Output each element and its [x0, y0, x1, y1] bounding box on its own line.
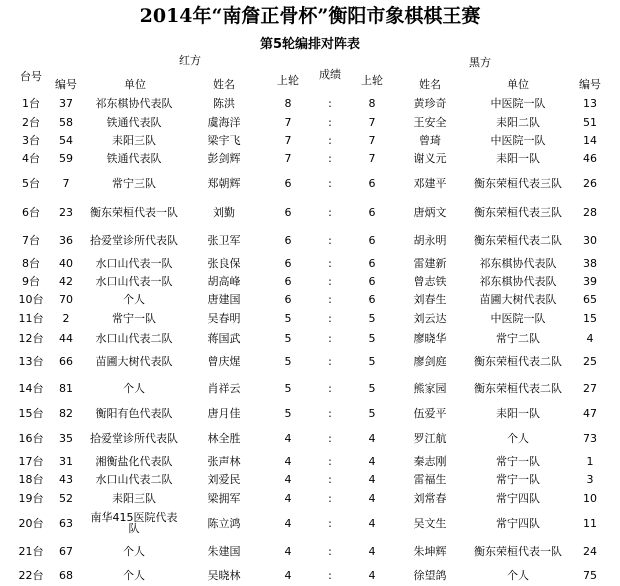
page-title: 2014年“南詹正骨杯”衡阳市象棋棋王赛 [139, 5, 481, 27]
red-unit-cell: 苗圃大树代表队 [95, 355, 173, 368]
red-unit-cell: 常宁一队 [112, 312, 156, 325]
black-number-cell: 27 [583, 382, 597, 395]
header-black-number: 编号 [579, 78, 601, 91]
red-prev-round-cell: 4 [284, 568, 292, 582]
red-name-cell: 虞海洋 [207, 115, 241, 129]
black-unit-cell: 常宁二队 [496, 332, 540, 345]
score-separator-cell: : [328, 205, 332, 219]
red-unit-cell: 铁通代表队 [106, 151, 162, 165]
black-prev-round-cell: 4 [368, 516, 376, 530]
table-row [0, 348, 620, 375]
black-number-cell: 4 [586, 332, 594, 345]
score-separator-cell: : [328, 115, 332, 129]
score-separator-cell: : [328, 491, 332, 505]
black-prev-round-cell: 7 [368, 133, 376, 147]
score-separator-cell: : [328, 431, 332, 445]
table-number-cell: 8台 [22, 256, 40, 270]
score-separator-cell: : [328, 274, 332, 288]
red-number-cell: 67 [59, 544, 73, 558]
red-prev-round-cell: 6 [284, 292, 292, 306]
black-unit-cell: 个人 [507, 568, 529, 582]
black-unit-cell: 苗圃大树代表队 [479, 292, 557, 306]
red-unit-cell: 铁通代表队 [106, 115, 162, 129]
black-prev-round-cell: 4 [368, 568, 376, 582]
black-unit-cell: 中医院一队 [490, 96, 546, 110]
red-number-cell: 63 [59, 516, 73, 530]
black-name-cell: 徐望鸽 [413, 568, 447, 582]
score-separator-cell: : [328, 544, 332, 558]
black-prev-round-cell: 5 [368, 312, 376, 325]
red-number-cell: 2 [62, 312, 70, 325]
black-number-cell: 47 [583, 406, 597, 420]
black-name-cell: 胡永明 [413, 233, 447, 247]
black-number-cell: 65 [583, 292, 597, 306]
red-name-cell: 张卫军 [207, 233, 241, 247]
black-unit-cell: 中医院一队 [490, 312, 546, 325]
table-number-cell: 5台 [22, 176, 40, 190]
black-name-cell: 雷建新 [413, 256, 447, 270]
black-number-cell: 1 [586, 454, 594, 468]
table-row [0, 425, 620, 451]
black-name-cell: 曾志铁 [413, 274, 447, 288]
black-number-cell: 10 [583, 491, 597, 505]
red-number-cell: 40 [59, 256, 73, 270]
red-name-cell: 胡高峰 [207, 274, 241, 288]
table-row [0, 290, 620, 308]
black-number-cell: 73 [583, 431, 597, 445]
table-number-cell: 19台 [18, 491, 44, 505]
black-prev-round-cell: 6 [368, 292, 376, 306]
table-row [0, 309, 620, 328]
red-unit-cell: 个人 [123, 292, 145, 306]
black-name-cell: 刘常春 [413, 491, 447, 505]
red-name-cell: 吴晓林 [207, 568, 241, 582]
red-number-cell: 66 [59, 355, 73, 368]
table-row [0, 254, 620, 272]
black-prev-round-cell: 5 [368, 355, 376, 368]
red-unit-cell: 个人 [123, 568, 145, 582]
table-row [0, 508, 620, 538]
header-score: 成绩 [319, 68, 341, 81]
black-prev-round-cell: 6 [368, 176, 376, 190]
table-number-cell: 10台 [18, 292, 44, 306]
red-number-cell: 31 [59, 454, 73, 468]
black-number-cell: 11 [583, 516, 597, 530]
black-prev-round-cell: 7 [368, 115, 376, 129]
black-unit-cell: 耒阳一队 [496, 151, 540, 165]
table-number-cell: 3台 [22, 133, 40, 147]
black-name-cell: 朱坤辉 [413, 544, 447, 558]
black-unit-cell: 祁东棋协代表队 [479, 256, 557, 270]
black-name-cell: 秦志刚 [413, 454, 447, 468]
red-unit-cell: 水口山代表二队 [95, 472, 173, 486]
red-name-cell: 张声林 [207, 454, 241, 468]
table-number-cell: 6台 [22, 205, 40, 219]
black-name-cell: 伍爱平 [413, 406, 447, 420]
black-unit-cell: 中医院一队 [490, 133, 546, 147]
black-number-cell: 39 [583, 274, 597, 288]
header-red-number: 编号 [55, 78, 77, 91]
red-name-cell: 蒋国武 [207, 332, 241, 345]
red-prev-round-cell: 7 [284, 115, 292, 129]
score-separator-cell: : [328, 96, 332, 110]
score-separator-cell: : [328, 454, 332, 468]
header-black-name: 姓名 [419, 78, 441, 91]
red-name-cell: 梁宇飞 [207, 133, 241, 147]
black-name-cell: 邓建平 [413, 176, 447, 190]
red-prev-round-cell: 7 [284, 133, 292, 147]
red-unit-cell: 耒阳三队 [112, 491, 156, 505]
black-unit-cell: 耒阳一队 [496, 406, 540, 420]
black-number-cell: 25 [583, 355, 597, 368]
black-number-cell: 51 [583, 115, 597, 129]
table-number-cell: 22台 [18, 568, 44, 582]
black-unit-cell: 祁东棋协代表队 [479, 274, 557, 288]
black-name-cell: 刘云达 [413, 312, 447, 325]
red-unit-cell: 南华415医院代表队 [90, 511, 178, 535]
black-name-cell: 雷福生 [413, 472, 447, 486]
black-unit-cell: 衡东荣桓代表三队 [474, 176, 562, 190]
red-name-cell: 郑朝辉 [207, 176, 241, 190]
red-prev-round-cell: 6 [284, 233, 292, 247]
red-name-cell: 梁拥军 [207, 491, 241, 505]
red-unit-cell: 拾爱堂诊所代表队 [90, 233, 178, 247]
black-prev-round-cell: 5 [368, 382, 376, 395]
table-number-cell: 9台 [22, 274, 40, 288]
red-number-cell: 81 [59, 382, 73, 395]
red-name-cell: 陈立鸿 [207, 516, 241, 530]
black-prev-round-cell: 4 [368, 454, 376, 468]
red-unit-cell: 衡阳有色代表队 [95, 406, 173, 420]
table-number-cell: 20台 [18, 516, 44, 530]
black-name-cell: 熊家园 [413, 382, 447, 395]
red-prev-round-cell: 5 [284, 382, 292, 395]
score-separator-cell: : [328, 332, 332, 345]
header-red-prev-round: 上轮 [277, 74, 299, 87]
table-row [0, 329, 620, 348]
table-row [0, 226, 620, 254]
red-number-cell: 70 [59, 292, 73, 306]
red-number-cell: 68 [59, 568, 73, 582]
red-prev-round-cell: 4 [284, 491, 292, 505]
score-separator-cell: : [328, 355, 332, 368]
red-unit-cell: 衡东荣桓代表一队 [90, 205, 178, 219]
red-prev-round-cell: 5 [284, 312, 292, 325]
black-name-cell: 谢义元 [413, 151, 447, 165]
red-name-cell: 陈洪 [213, 96, 235, 110]
black-unit-cell: 衡东荣桓代表二队 [474, 355, 562, 368]
black-name-cell: 黄珍奇 [413, 96, 447, 110]
black-number-cell: 24 [583, 544, 597, 558]
header-red-name: 姓名 [213, 78, 235, 91]
black-unit-cell: 衡东荣桓代表三队 [474, 205, 562, 219]
red-number-cell: 37 [59, 96, 73, 110]
black-prev-round-cell: 4 [368, 472, 376, 486]
red-number-cell: 52 [59, 491, 73, 505]
header-red-unit: 单位 [124, 78, 146, 91]
black-prev-round-cell: 6 [368, 256, 376, 270]
black-prev-round-cell: 4 [368, 431, 376, 445]
red-prev-round-cell: 5 [284, 332, 292, 345]
black-unit-cell: 耒阳二队 [496, 115, 540, 129]
black-unit-cell: 常宁一队 [496, 454, 540, 468]
black-unit-cell: 常宁四队 [496, 516, 540, 530]
score-separator-cell: : [328, 382, 332, 395]
score-separator-cell: : [328, 516, 332, 530]
red-number-cell: 43 [59, 472, 73, 486]
red-number-cell: 36 [59, 233, 73, 247]
table-row [0, 402, 620, 424]
header-black-unit: 单位 [507, 78, 529, 91]
red-unit-cell: 湘衡盐化代表队 [95, 454, 173, 468]
red-prev-round-cell: 6 [284, 256, 292, 270]
red-number-cell: 82 [59, 406, 73, 420]
black-prev-round-cell: 4 [368, 491, 376, 505]
red-prev-round-cell: 6 [284, 176, 292, 190]
score-separator-cell: : [328, 312, 332, 325]
page-subtitle: 第5轮编排对阵表 [259, 37, 361, 52]
black-prev-round-cell: 4 [368, 544, 376, 558]
black-number-cell: 30 [583, 233, 597, 247]
score-separator-cell: : [328, 568, 332, 582]
red-unit-cell: 个人 [123, 544, 145, 558]
table-row [0, 131, 620, 149]
red-unit-cell: 常宁三队 [112, 176, 156, 190]
score-separator-cell: : [328, 151, 332, 165]
table-number-cell: 7台 [22, 233, 40, 247]
black-prev-round-cell: 8 [368, 96, 376, 110]
score-separator-cell: : [328, 233, 332, 247]
black-name-cell: 王安全 [413, 115, 447, 129]
red-name-cell: 彭剑辉 [207, 151, 241, 165]
red-prev-round-cell: 6 [284, 205, 292, 219]
red-unit-cell: 水口山代表一队 [95, 256, 173, 270]
red-unit-cell: 水口山代表一队 [95, 274, 173, 288]
black-name-cell: 罗江航 [413, 431, 447, 445]
red-prev-round-cell: 7 [284, 151, 292, 165]
red-name-cell: 唐月佳 [207, 406, 241, 420]
header-table-number: 台号 [20, 70, 42, 83]
red-number-cell: 58 [59, 115, 73, 129]
red-prev-round-cell: 5 [284, 406, 292, 420]
table-number-cell: 16台 [18, 431, 44, 445]
red-prev-round-cell: 5 [284, 355, 292, 368]
red-unit-cell: 祁东棋协代表队 [95, 96, 173, 110]
table-number-cell: 1台 [22, 96, 40, 110]
red-name-cell: 林全胜 [207, 431, 241, 445]
black-prev-round-cell: 6 [368, 233, 376, 247]
red-prev-round-cell: 4 [284, 454, 292, 468]
table-number-cell: 13台 [18, 355, 44, 368]
table-number-cell: 15台 [18, 406, 44, 420]
red-unit-cell: 耒阳三队 [112, 133, 156, 147]
black-number-cell: 26 [583, 176, 597, 190]
red-name-cell: 吴春明 [207, 312, 241, 325]
red-number-cell: 35 [59, 431, 73, 445]
black-number-cell: 75 [583, 568, 597, 582]
red-prev-round-cell: 8 [284, 96, 292, 110]
table-row [0, 168, 620, 198]
black-prev-round-cell: 6 [368, 274, 376, 288]
table-row [0, 199, 620, 225]
table-row [0, 564, 620, 586]
score-separator-cell: : [328, 176, 332, 190]
table-number-cell: 2台 [22, 115, 40, 129]
red-unit-cell: 拾爱堂诊所代表队 [90, 431, 178, 445]
red-number-cell: 44 [59, 332, 73, 345]
table-row [0, 452, 620, 470]
table-row [0, 488, 620, 508]
black-number-cell: 38 [583, 256, 597, 270]
black-number-cell: 13 [583, 96, 597, 110]
table-number-cell: 11台 [18, 312, 44, 325]
black-name-cell: 唐炳文 [413, 205, 447, 219]
score-separator-cell: : [328, 472, 332, 486]
red-prev-round-cell: 4 [284, 544, 292, 558]
score-separator-cell: : [328, 292, 332, 306]
red-number-cell: 54 [59, 133, 73, 147]
table-number-cell: 4台 [22, 151, 40, 165]
red-name-cell: 朱建国 [207, 544, 241, 558]
header-black-prev-round: 上轮 [361, 74, 383, 87]
black-number-cell: 3 [586, 472, 594, 486]
red-prev-round-cell: 4 [284, 472, 292, 486]
table-row [0, 149, 620, 167]
black-unit-cell: 常宁四队 [496, 491, 540, 505]
table-number-cell: 14台 [18, 382, 44, 395]
red-name-cell: 刘爱民 [207, 472, 241, 486]
red-prev-round-cell: 6 [284, 274, 292, 288]
red-number-cell: 42 [59, 274, 73, 288]
black-number-cell: 15 [583, 312, 597, 325]
table-number-cell: 21台 [18, 544, 44, 558]
red-number-cell: 7 [62, 176, 70, 190]
red-number-cell: 59 [59, 151, 73, 165]
header-black-side: 黑方 [469, 56, 491, 69]
table-number-cell: 18台 [18, 472, 44, 486]
table-row [0, 470, 620, 488]
black-name-cell: 廖晓华 [413, 332, 447, 345]
black-number-cell: 28 [583, 205, 597, 219]
black-name-cell: 刘春生 [413, 292, 447, 306]
red-unit-cell: 个人 [123, 382, 145, 395]
table-row [0, 113, 620, 131]
black-name-cell: 曾琦 [419, 133, 441, 147]
table-row [0, 375, 620, 402]
red-name-cell: 肖祥云 [207, 382, 241, 395]
black-unit-cell: 常宁一队 [496, 472, 540, 486]
score-separator-cell: : [328, 406, 332, 420]
table-row [0, 94, 620, 112]
red-name-cell: 张良保 [207, 256, 241, 270]
red-prev-round-cell: 4 [284, 516, 292, 530]
red-number-cell: 23 [59, 205, 73, 219]
black-unit-cell: 衡东荣桓代表二队 [474, 382, 562, 395]
black-prev-round-cell: 7 [368, 151, 376, 165]
black-number-cell: 46 [583, 151, 597, 165]
black-prev-round-cell: 5 [368, 332, 376, 345]
red-name-cell: 唐建国 [207, 292, 241, 306]
black-prev-round-cell: 6 [368, 205, 376, 219]
score-separator-cell: : [328, 256, 332, 270]
black-prev-round-cell: 5 [368, 406, 376, 420]
table-row [0, 272, 620, 290]
red-name-cell: 刘勤 [213, 205, 235, 219]
header-red-side: 红方 [179, 54, 201, 67]
black-unit-cell: 衡东荣桓代表二队 [474, 233, 562, 247]
red-name-cell: 曾庆煋 [207, 355, 241, 368]
table-number-cell: 12台 [18, 332, 44, 345]
table-row [0, 538, 620, 564]
table-number-cell: 17台 [18, 454, 44, 468]
black-unit-cell: 衡东荣桓代表一队 [474, 544, 562, 558]
black-name-cell: 吴文生 [413, 516, 447, 530]
black-unit-cell: 个人 [507, 431, 529, 445]
score-separator-cell: : [328, 133, 332, 147]
red-unit-cell: 水口山代表二队 [95, 332, 173, 345]
red-prev-round-cell: 4 [284, 431, 292, 445]
black-name-cell: 廖剑庭 [413, 355, 447, 368]
black-number-cell: 14 [583, 133, 597, 147]
